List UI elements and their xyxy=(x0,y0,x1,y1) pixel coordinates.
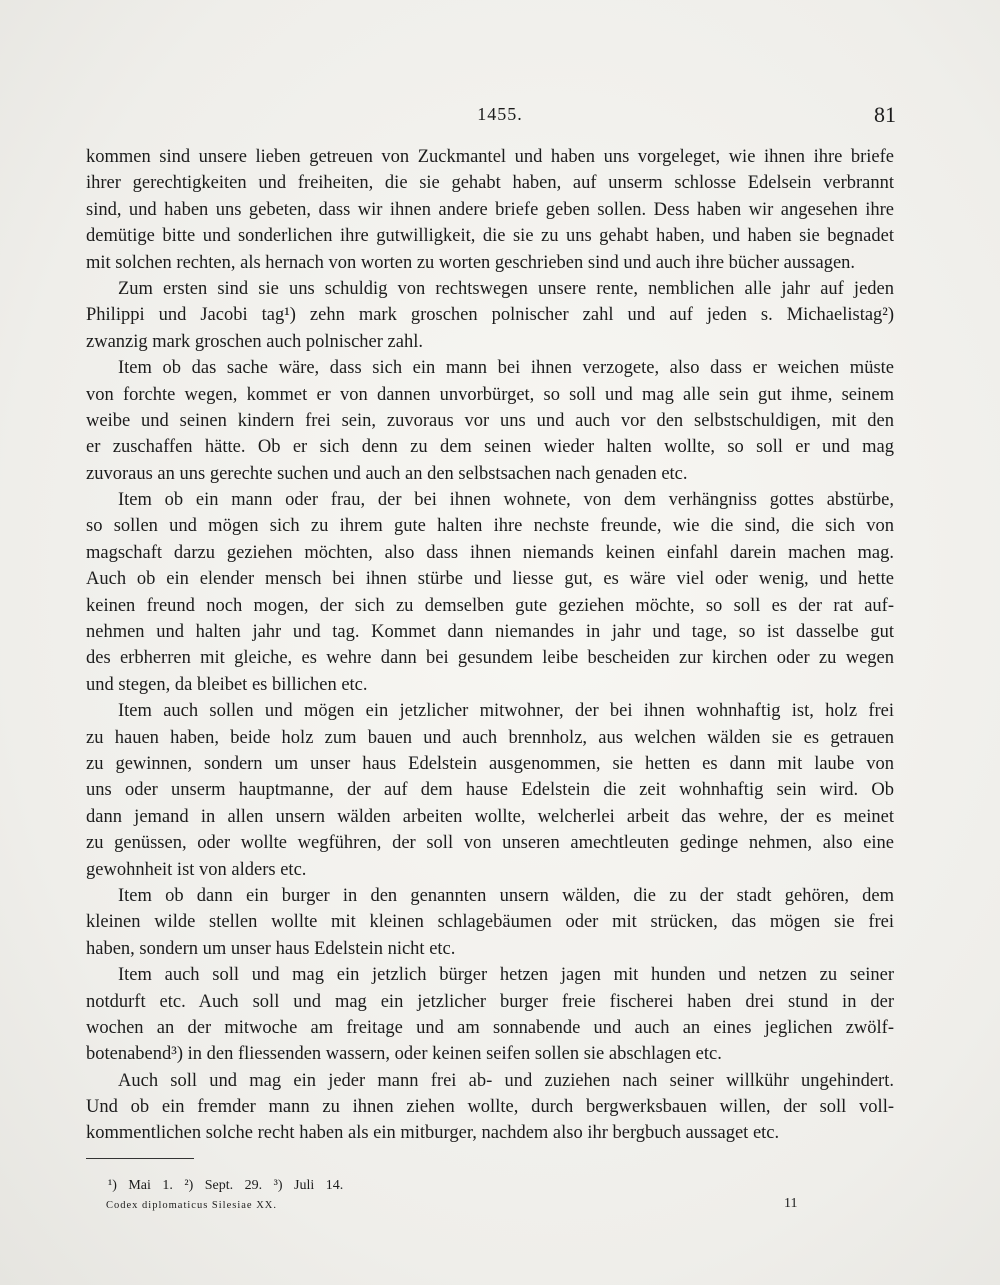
text-line: kommen sind unsere lieben getreuen von Zuckmantel und haben uns vorgeleget, wie ihnen ihre briefe xyxy=(86,147,894,167)
text-line: von forchte wegen, kommet er von dannen unvorbürget, so soll und mag alle sein gut ihme, seinem xyxy=(86,384,894,405)
text-line: Auch ob ein elender mensch bei ihnen stürbe und liesse gut, es wäre viel oder wenig, und hette xyxy=(86,569,894,590)
text-line: demütige bitte und sonderlichen ihre gutwilligkeit, die sie zu uns gehabt haben, und haben sie begnadet xyxy=(86,226,894,247)
text-line: uns oder unserm hauptmanne, der auf dem hause Edelstein die zeit wohnhaftig sein wird. Ob xyxy=(86,780,894,801)
sheet-number: 11 xyxy=(784,1196,798,1211)
text-line: so sollen und mögen sich zu ihrem gute halten ihre nechste freunde, wie die sind, die sich von xyxy=(86,516,894,537)
text-line: Item auch sollen und mögen ein jetzlicher mitwohner, der bei ihnen wohnhaftig ist, holz frei xyxy=(118,701,894,722)
page-number: 81 xyxy=(874,102,896,127)
text-line: zuvoraus an uns gerechte suchen und auch an den selbstsachen nach genaden etc. xyxy=(86,463,688,484)
text-line: magschaft darzu geziehen möchten, also dass ihnen niemands keinen einfahl darein machen mag. xyxy=(86,542,894,563)
text-line: Auch soll und mag ein jeder mann frei ab- und zuziehen nach seiner willkühr ungehindert. xyxy=(118,1070,894,1091)
text-line: haben, sondern um unser haus Edelstein nicht etc. xyxy=(86,938,456,959)
text-line: Item ob ein mann oder frau, der bei ihnen wohnete, von dem verhängniss gottes abstürbe, xyxy=(118,490,894,511)
text-line: Zum ersten sind sie uns schuldig von rechtswegen unsere rente, nemblichen alle jahr auf jeden xyxy=(118,278,894,299)
text-line: zu hauen haben, beide holz zum bauen und auch brennholz, aus welchen wälden sie es getrauen xyxy=(86,727,894,748)
text-line: wochen an der mitwoche am freitage und am sonnabende und auch an eines jeglichen zwölf- xyxy=(86,1017,894,1038)
text-line: gewohnheit ist von alders etc. xyxy=(86,859,307,880)
text-line: weibe und seinen kindern frei sein, zuvoraus vor uns und auch vor den selbstschuldigen, mit den xyxy=(86,410,894,431)
text-line: zu gewinnen, sondern um unser haus Edelstein ausgenommen, sie hetten es dann mit laube von xyxy=(86,753,894,774)
text-line: zwanzig mark groschen auch polnischer zahl. xyxy=(86,331,423,352)
text-line: kleinen wilde stellen wollte mit kleinen schlagebäumen oder mit strücken, das mögen sie frei xyxy=(86,912,894,933)
text-line: und stegen, da bleibet es billichen etc. xyxy=(86,674,368,695)
text-line: Und ob ein fremder mann zu ihnen ziehen wollte, durch bergwerksbauen willen, der soll voll- xyxy=(86,1097,894,1118)
text-line: er zuschaffen hätte. Ob er sich denn zu dem seinen wieder halten wollte, so soll er und mag xyxy=(86,437,894,458)
text-line: Item ob dann ein burger in den genannten unsern wälden, die zu der stadt gehören, dem xyxy=(118,885,894,906)
text-line: Item auch soll und mag ein jetzlich bürger hetzen jagen mit hunden und netzen zu seiner xyxy=(118,965,894,986)
running-header-year: 1455. xyxy=(477,104,523,124)
text-line: nehmen und halten jahr und tag. Kommet dann niemandes in jahr und tage, so ist dasselbe gut xyxy=(86,622,894,643)
body-text xyxy=(86,144,894,1147)
text-line: zu genüssen, oder wollte wegführen, der soll von unseren amechtleuten gedinge nehmen, also eine xyxy=(86,833,894,854)
text-line: mit solchen rechten, als hernach von worten zu worten geschrieben sind und auch ihre bücher aussagen. xyxy=(86,252,856,273)
text-line: sind, und haben uns gebeten, dass wir ihnen andere briefe geben sollen. Dess haben wir angesehen ihre xyxy=(86,199,894,220)
text-line: botenabend³) in den fliessenden wassern, oder keinen seifen sollen sie abschlagen etc. xyxy=(86,1044,722,1065)
codex-signature: Codex diplomaticus Silesiae XX. xyxy=(106,1200,277,1211)
text-line: des erbherren mit gleiche, es wehre dann bei gesundem leibe bescheiden zur kirchen oder zu wegen xyxy=(86,648,894,669)
footnotes: ¹) Mai 1. ²) Sept. 29. ³) Juli 14. xyxy=(108,1178,344,1193)
text-line: keinen freund noch mogen, der sich zu demselben gute geziehen möchte, so soll es der rat auf- xyxy=(86,595,894,616)
text-line: dann jemand in allen unsern wälden arbeiten wollte, welcherlei arbeit das wehre, der es meinet xyxy=(86,806,894,827)
text-line: Item ob das sache wäre, dass sich ein mann bei ihnen verzogete, also dass er weichen müste xyxy=(118,358,894,379)
text-line: notdurft etc. Auch soll und mag ein jetzlicher burger freie fischerei haben drei stund in der xyxy=(86,991,894,1012)
text-line: kommentlichen solche recht haben als ein mitburger, nachdem also ihr bergbuch aussaget etc. xyxy=(86,1123,780,1144)
text-line: Philippi und Jacobi tag¹) zehn mark groschen polnischer zahl und auf jeden s. Michaelistag²) xyxy=(86,305,894,326)
text-line: ihrer gerechtigkeiten und freiheiten, die sie gehabt haben, auf unserm schlosse Edelsein verbrannt xyxy=(86,173,894,194)
footnote-divider xyxy=(86,1158,194,1159)
